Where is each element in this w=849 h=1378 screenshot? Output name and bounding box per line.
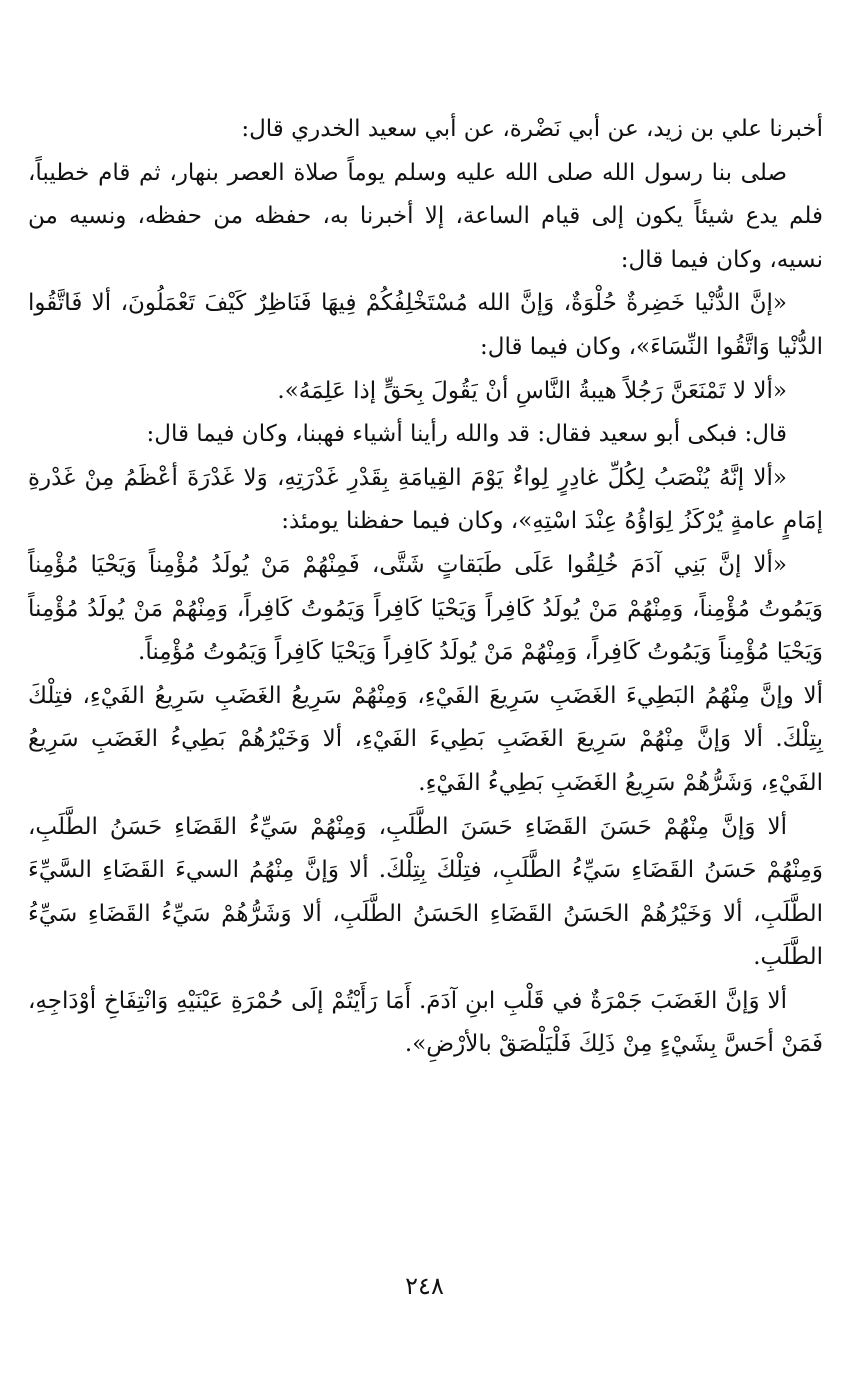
paragraph-quote-qadaa: ألا وَإنَّ مِنْهُمْ حَسَنَ القَضَاءِ حَسَنَ الطَّلَبِ، وَمِنْهُمْ سَيِّءُ القَضَاءِ حَسَنُ الطَّلَبِ، وَمِنْهُمْ حَسَنُ القَضَاءِ سَيِّءُ الطَّلَبِ، فتِلْكَ بِتِلْكَ. ألا وَإنَّ مِنْهُمُ السيءَ القَضَاءِ السَّيِّءَ الطَّلَبِ، ألا وَخَيْرُهُمْ الحَسَنُ القَضَاءِ الحَسَنُ الطَّلَبِ، ألا وَشَرُّهُمْ سَيِّءُ القَضَاءِ سَيِّءُ الطَّلَبِ. [28, 813, 823, 971]
paragraph-quote-tabaqat: «ألا إنَّ بَنِي آدَمَ خُلِقُوا عَلَى طَبَقاتٍ شَتَّى، فَمِنْهُمْ مَنْ يُولَدُ مُؤْمِناً وَيَحْيَا مُؤْمِناً وَيَمُوتُ مُؤْمِناً، وَمِنْهُمْ مَنْ يُولَدُ كَافِراً وَيَحْيَا كَافِراً وَيَمُوتُ كَافِراً، وَمِنْهُمْ مَنْ يُولَدُ مُؤْمِناً وَيَحْيَا مُؤْمِناً وَيَمُوتُ كَافِراً، وَمِنْهُمْ مَنْ يُولَدُ كَافِراً وَيَحْيَا كَافِراً وَيَمُوتُ مُؤْمِناً. [28, 551, 823, 666]
page-body-text [28, 108, 823, 1067]
paragraph-narration: صلى بنا رسول الله صلى الله عليه وسلم يوماً صلاة العصر بنهار، ثم قام خطيباً، فلم يدع شيئاً يكون إلى قيام الساعة، إلا أخبرنا به، حفظه من حفظه، ونسيه من نسيه، وكان فيما قال: [28, 159, 823, 273]
paragraph-quote-ghadir: «ألا إنَّهُ يُنْصَبُ لِكُلِّ غادِرٍ لِواءٌ يَوْمَ القِيامَةِ بِقَدْرِ غَدْرَتِهِ، وَلا غَدْرَةَ أعْظَمُ مِنْ غَدْرةِ إمَامٍ عامةٍ يُرْكَزُ لِوَاؤُهُ عِنْدَ اسْتِهِ»، وكان فيما حفظنا يومئذ: [28, 464, 823, 535]
paragraph-quote-dunya: «إنَّ الدُّنْيا خَضِرةٌ حُلْوَةٌ، وَإنَّ الله مُسْتَخْلِفُكُمْ فِيهَا فَنَاظِرٌ كَيْفَ تَعْمَلُونَ، ألا فَاتَّقُوا الدُّنْيا وَاتَّقُوا النِّسَاءَ»، وكان فيما قال: [28, 290, 823, 360]
paragraph-quote-ghadab: ألا وإنَّ مِنْهُمُ البَطِيءَ الغَضَبِ سَرِيعَ الفَيْءِ، وَمِنْهُمْ سَرِيعُ الغَضَبِ سَرِيعُ الفَيْءِ، فتِلْكَ بِتِلْكَ. ألا وَإنَّ مِنْهُمْ سَرِيعَ الغَضَبِ بَطِيءَ الفَيْءِ، ألا وَخَيْرُهُمْ بَطِيءُ الغَضَبِ سَرِيعُ الفَيْءِ، وَشَرُّهُمْ سَرِيعُ الغَضَبِ بَطِيءُ الفَيْءِ. [28, 682, 823, 796]
page-number: ٢٤٨ [405, 1272, 444, 1300]
paragraph-quote-haybah: «ألا لا تَمْنَعَنَّ رَجُلاً هيبةُ النَّاسِ أنْ يَقُولَ بِحَقٍّ إذا عَلِمَهُ». [277, 377, 787, 404]
paragraph-quote-jamrah: ألا وَإنَّ الغَضَبَ جَمْرَةٌ في قَلْبِ ابنِ آدَمَ. أَمَا رَأَيْتُمْ إلَى حُمْرَةِ عَيْنَيْهِ وَانْتِفَاخِ أوْدَاجِهِ، فَمَنْ أحَسَّ بِشَيْءٍ مِنْ ذَلِكَ فَلْيَلْصَقْ بالأرْضِ». [28, 987, 823, 1058]
paragraph-isnad: أخبرنا علي بن زيد، عن أبي نَضْرة، عن أبي سعيد الخدري قال: [241, 116, 823, 142]
paragraph-abu-said-weeps: قال: فبكى أبو سعيد فقال: قد والله رأينا أشياء فهبنا، وكان فيما قال: [146, 421, 787, 448]
